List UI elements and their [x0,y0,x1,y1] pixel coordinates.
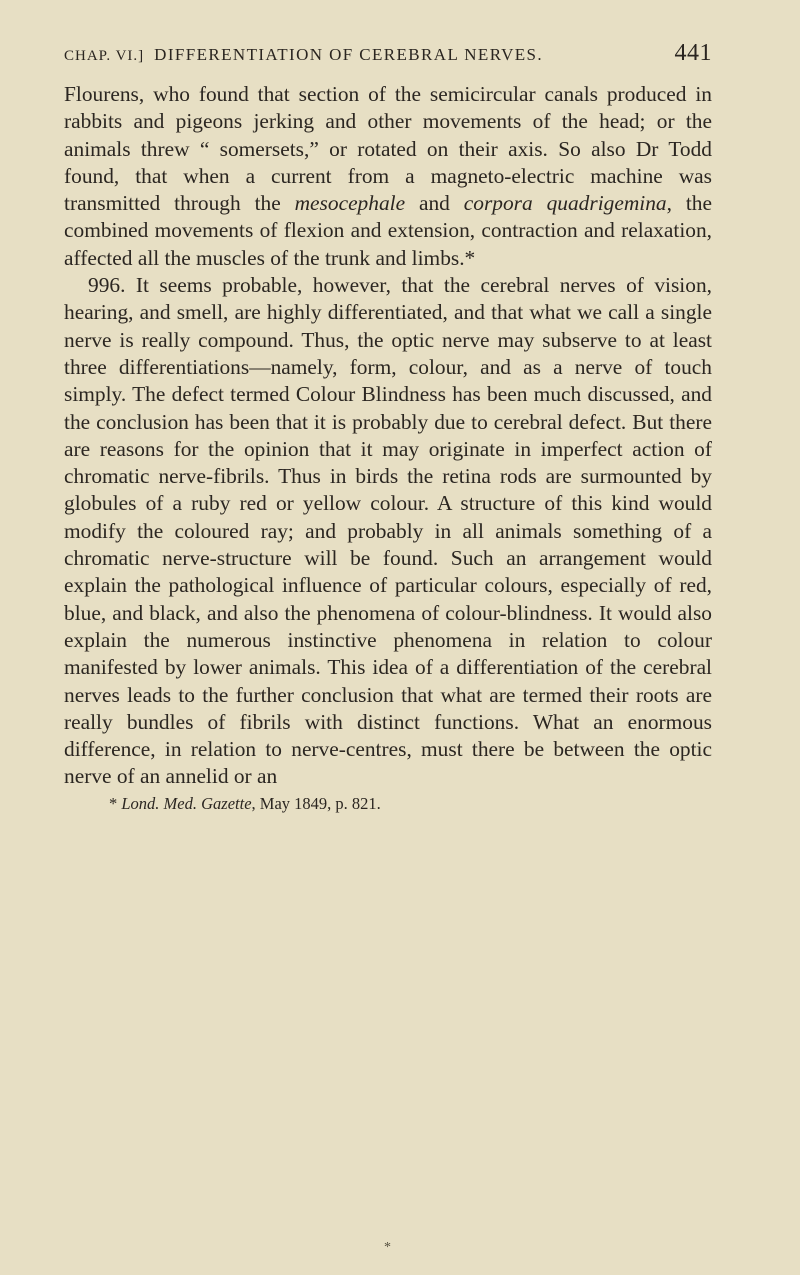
body-text [64,81,712,791]
footnote-marker: * [109,793,122,813]
paragraph-996 [64,272,712,791]
running-title: DIFFERENTIATION OF CEREBRAL NERVES. [154,45,544,64]
footnote [64,793,712,815]
running-head [64,40,712,67]
italic-term-mesocephale: mesocephale [294,191,406,216]
footnote-citation: , May 1849, p. 821. [251,793,381,813]
paragraph [64,81,712,272]
paragraph-text: Flourens, who found that section of the semicircular canals produced in rabbits and pigeons jerking and other movements of the head; or the animals threw “ somersets,” or rotated on their axis. So also Dr Todd found, that when a current from a magneto-electric machine was transmitted through the [64,82,712,216]
italic-term-corpora-quadrigemina: corpora quadrigemina [463,191,667,216]
printer-mark: * [384,1240,391,1255]
paragraph-text: 996. It seems probable, however, that the cerebral nerves of vision, hearing, and smell, are highly differentiated, and that what we call a single nerve is really compound. Thus, the optic nerve may subserve to at least three differentiations—namely, form, colour, and as a nerve of touch simply. The defect termed Colour Blindness has been much discussed, and the conclusion has been that it is probably due to cerebral defect. But there are reasons for the opinion that it may originate in imperfect action of chromatic nerve-fibrils. Thus in birds the retina rods are surmounted by globules of a ruby red or yellow colour. A structure of this kind would modify the coloured ray; and probably in all animals something of a chromatic nerve-structure will be found. Such an arrangement would explain the pathological influence of particular colours, especially of red, blue, and black, and also the phenomena of colour-blindness. It would also explain the numerous instinctive phenomena in relation to colour manifested by lower animals. This idea of a differentiation of the cerebral nerves leads to the further conclusion that what are termed their roots are really bundles of fibrils with distinct functions. What an enormous difference, in relation to nerve-centres, must there be between the optic nerve of an annelid or an [64,273,712,789]
chapter-label: CHAP. VI.] [64,48,145,64]
footnote-source: Lond. Med. Gazette [121,793,252,813]
paragraph-text: , the combined movements of flexion and extension, contraction and relaxation, affected all the muscles of the trunk and limbs.* [64,191,712,270]
paragraph-text: and [405,191,464,216]
page-number: 441 [674,40,712,66]
